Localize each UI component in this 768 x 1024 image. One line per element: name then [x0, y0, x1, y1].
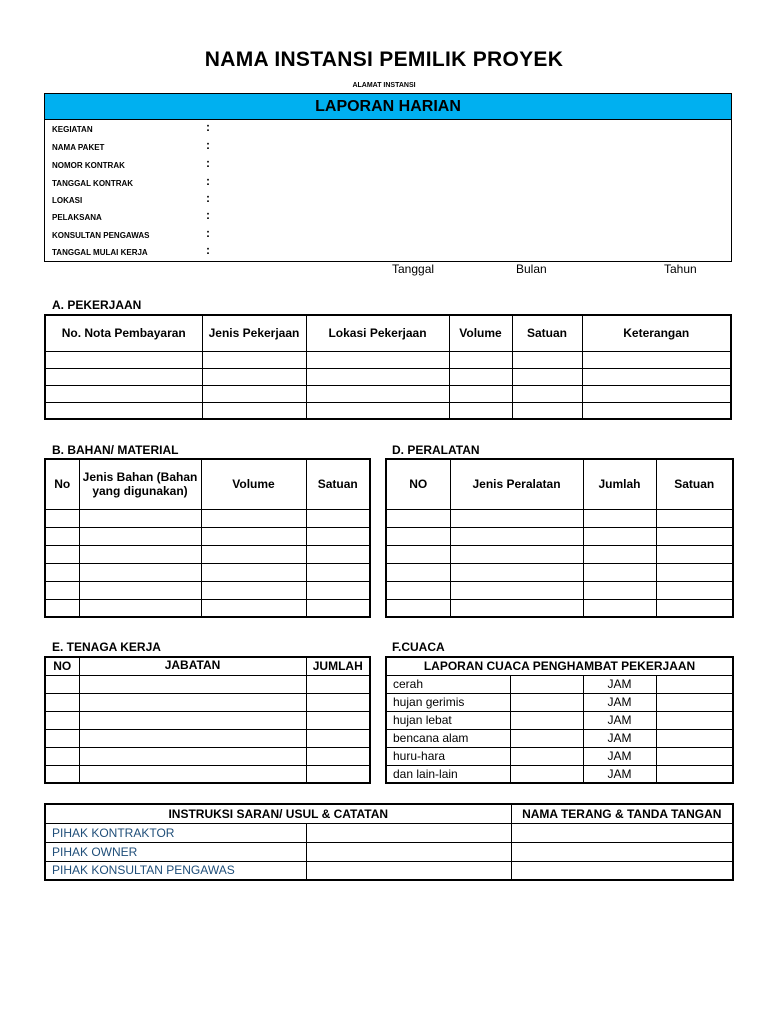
table-row [45, 545, 370, 563]
field-colon: : [206, 243, 210, 257]
col-header-jenis-peralatan: Jenis Peralatan [450, 459, 583, 509]
date-label-tahun: Tahun [664, 262, 697, 276]
unit-label: JAM [583, 765, 656, 783]
section-title-tenaga-kerja: E. TENAGA KERJA [52, 640, 161, 654]
table-row [45, 368, 731, 385]
field-colon: : [206, 120, 210, 134]
col-header-jumlah: JUMLAH [306, 657, 370, 675]
pekerjaan-table [44, 314, 732, 420]
table-row [45, 765, 370, 783]
tenaga-kerja-table [44, 656, 371, 784]
field-label-tanggal-kontrak: TANGGAL KONTRAK [52, 179, 134, 188]
field-label-kegiatan: KEGIATAN [52, 125, 93, 134]
table-row [386, 545, 733, 563]
col-header-jenis-pekerjaan: Jenis Pekerjaan [202, 315, 306, 351]
field-colon: : [206, 138, 210, 152]
table-row [45, 675, 370, 693]
table-row [45, 861, 733, 880]
field-colon: : [206, 156, 210, 170]
party-label-owner: PIHAK OWNER [45, 842, 306, 861]
table-row [45, 385, 731, 402]
col-header-keterangan: Keterangan [582, 315, 731, 351]
cuaca-table [385, 656, 734, 784]
field-label-konsultan-pengawas: KONSULTAN PENGAWAS [52, 231, 150, 240]
table-row [386, 675, 733, 693]
table-row [386, 509, 733, 527]
field-label-tanggal-mulai-kerja: TANGGAL MULAI KERJA [52, 248, 148, 257]
table-row [45, 823, 733, 842]
col-header-instruksi: INSTRUKSI SARAN/ USUL & CATATAN [45, 804, 511, 823]
col-header-satuan: Satuan [306, 459, 370, 509]
table-row [386, 711, 733, 729]
table-row [45, 747, 370, 765]
unit-label: JAM [583, 729, 656, 747]
table-row [386, 729, 733, 747]
peralatan-table [385, 458, 734, 618]
section-title-pekerjaan: A. PEKERJAAN [52, 298, 142, 312]
field-label-lokasi: LOKASI [52, 196, 83, 205]
date-label-tanggal: Tanggal [392, 262, 435, 276]
cuaca-header: LAPORAN CUACA PENGHAMBAT PEKERJAAN [386, 657, 733, 675]
party-label-konsultan: PIHAK KONSULTAN PENGAWAS [45, 861, 306, 880]
page-title: NAMA INSTANSI PEMILIK PROYEK [204, 48, 564, 71]
field-colon: : [206, 174, 210, 188]
unit-label: JAM [583, 693, 656, 711]
col-header-volume: Volume [201, 459, 306, 509]
field-colon: : [206, 208, 210, 222]
weather-label: huru-hara [386, 747, 510, 765]
report-title-bar: LAPORAN HARIAN [44, 93, 732, 120]
bahan-table [44, 458, 371, 618]
weather-label: cerah [386, 675, 510, 693]
table-row [386, 693, 733, 711]
field-label-nama-paket: NAMA PAKET [52, 143, 105, 152]
col-header-jumlah: Jumlah [583, 459, 656, 509]
page-subtitle: ALAMAT INSTANSI [352, 82, 416, 89]
col-header-satuan: Satuan [512, 315, 582, 351]
col-header-no: NO [45, 657, 79, 675]
col-header-jenis-bahan: Jenis Bahan (Bahan yang digunakan) [79, 459, 201, 509]
table-row [45, 351, 731, 368]
unit-label: JAM [583, 675, 656, 693]
field-label-nomor-kontrak: NOMOR KONTRAK [52, 161, 125, 170]
table-row [45, 693, 370, 711]
table-row [45, 729, 370, 747]
col-header-jabatan: JABATAN [79, 657, 306, 675]
weather-label: dan lain-lain [386, 765, 510, 783]
table-row [45, 599, 370, 617]
section-title-peralatan: D. PERALATAN [392, 443, 480, 457]
table-row [45, 402, 731, 419]
col-header-no: No [45, 459, 79, 509]
table-row [45, 563, 370, 581]
unit-label: JAM [583, 711, 656, 729]
col-header-no: NO [386, 459, 450, 509]
section-title-bahan: B. BAHAN/ MATERIAL [52, 443, 179, 457]
table-row [45, 711, 370, 729]
table-row [386, 765, 733, 783]
table-row [386, 563, 733, 581]
date-label-bulan: Bulan [516, 262, 547, 276]
table-row [386, 747, 733, 765]
field-colon: : [206, 191, 210, 205]
table-row [386, 527, 733, 545]
unit-label: JAM [583, 747, 656, 765]
table-row [45, 581, 370, 599]
weather-label: hujan gerimis [386, 693, 510, 711]
table-row [386, 581, 733, 599]
table-row [45, 527, 370, 545]
field-label-pelaksana: PELAKSANA [52, 213, 102, 222]
col-header-lokasi-pekerjaan: Lokasi Pekerjaan [306, 315, 449, 351]
party-label-kontraktor: PIHAK KONTRAKTOR [45, 823, 306, 842]
table-row [386, 599, 733, 617]
table-row [45, 509, 370, 527]
section-title-cuaca: F.CUACA [392, 640, 445, 654]
weather-label: hujan lebat [386, 711, 510, 729]
col-header-nota: No. Nota Pembayaran [45, 315, 202, 351]
instruksi-table [44, 803, 734, 881]
col-header-satuan: Satuan [656, 459, 733, 509]
col-header-volume: Volume [449, 315, 512, 351]
col-header-tanda-tangan: NAMA TERANG & TANDA TANGAN [511, 804, 733, 823]
field-colon: : [206, 226, 210, 240]
table-row [45, 842, 733, 861]
weather-label: bencana alam [386, 729, 510, 747]
